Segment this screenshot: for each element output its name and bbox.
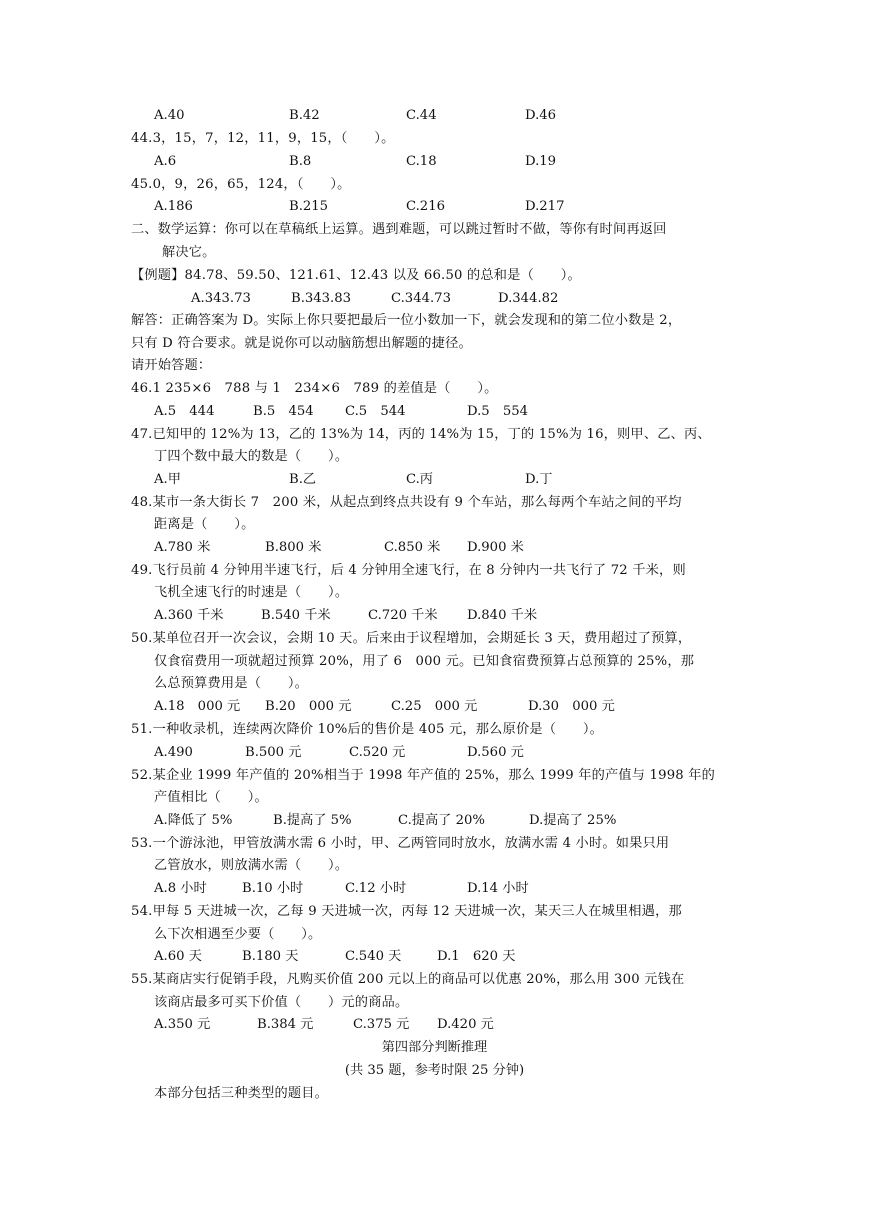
q48-stem-line1: 48.某市一条大街长 7 200 米，从起点到终点共设有 9 个车站，那么每两个车站之间的平均: [131, 495, 682, 510]
option-b: B.343.83: [291, 291, 352, 306]
example-answer-line2: 只有 D 符合要求。就是说你可以动脑筋想出解题的捷径。: [131, 336, 472, 351]
section2-heading-line2: 解决它。: [162, 245, 216, 260]
q49-stem-line1: 49.飞行员前 4 分钟用半速飞行，后 4 分钟用全速飞行，在 8 分钟内一共飞行了 72 千米，则: [131, 563, 686, 578]
option-b: B.8: [289, 154, 312, 169]
option-a: A.降低了 5%: [154, 813, 233, 828]
option-d: D.5 554: [467, 404, 529, 419]
option-c: C.18: [406, 154, 437, 169]
q50-stem-line2: 仅食宿费用一项就超过预算 20%，用了 6 000 元。已知食宿费预算占总预算的 25%，那: [154, 654, 695, 669]
option-a: A.343.73: [191, 291, 251, 306]
q49-stem-line2: 飞机全速飞行的时速是（ ）。: [154, 585, 349, 600]
option-a: A.60 天: [154, 949, 202, 964]
part4-intro: 本部分包括三种类型的题目。: [154, 1086, 329, 1101]
option-a: A.350 元: [154, 1017, 211, 1032]
option-d: D.丁: [525, 472, 553, 487]
option-a: A.40: [154, 108, 185, 123]
part4-subtitle: (共 35 题，参考时限 25 分钟): [344, 1063, 525, 1078]
option-a: A.780 米: [154, 540, 211, 555]
option-d: D.19: [525, 154, 557, 169]
q53-stem-line2: 乙管放水，则放满水需（ ）。: [154, 858, 349, 873]
option-b: B.180 天: [242, 949, 299, 964]
q52-stem-line1: 52.某企业 1999 年产值的 20%相当于 1998 年产值的 25%，那么 1999 年的产值与 1998 年的: [131, 768, 716, 783]
option-c: C.44: [406, 108, 437, 123]
q55-stem-line2: 该商店最多可买下价值（ ）元的商品。: [154, 995, 409, 1010]
q55-stem-line1: 55.某商店实行促销手段，凡购买价值 200 元以上的商品可以优惠 20%，那么用 300 元钱在: [131, 972, 685, 987]
option-d: D.217: [525, 199, 565, 214]
example-answer-line1: 解答：正确答案为 D。实际上你只要把最后一位小数加一下，就会发现和的第二位小数是 2，: [131, 313, 682, 328]
q46-stem: 46.1 235×6 788 与 1 234×6 789 的差值是（ ）。: [131, 381, 498, 396]
option-b: B.800 米: [265, 540, 322, 555]
option-b: B.42: [289, 108, 320, 123]
option-b: B.提高了 5%: [273, 813, 352, 828]
option-c: C.25 000 元: [391, 699, 478, 714]
option-d: D.420 元: [437, 1017, 494, 1032]
option-b: B.215: [289, 199, 329, 214]
q50-stem-line3: 么总预算费用是（ ）。: [154, 676, 309, 691]
option-d: D.560 元: [467, 745, 524, 760]
option-c: C.5 544: [345, 404, 406, 419]
q54-stem-line1: 54.甲每 5 天进城一次，乙每 9 天进城一次，丙每 12 天进城一次，某天三人在城里相遇，那: [131, 904, 682, 919]
option-a: A.360 千米: [154, 608, 224, 623]
q51-stem: 51.一种收录机，连续两次降价 10%后的售价是 405 元，那么原价是（ ）。: [131, 722, 604, 737]
option-b: B.540 千米: [261, 608, 331, 623]
option-c: C.850 米: [384, 540, 441, 555]
q48-stem-line2: 距离是（ ）。: [154, 517, 255, 532]
option-a: A.甲: [154, 472, 181, 487]
section2-heading-line1: 二、数学运算：你可以在草稿纸上运算。遇到难题，可以跳过暂时不做，等你有时间再返回: [131, 222, 667, 237]
option-a: A.18 000 元: [154, 699, 241, 714]
example-stem: 【例题】84.78、59.50、121.61、12.43 以及 66.50 的总和是（ ）。: [131, 268, 581, 283]
start-prompt: 请开始答题：: [131, 358, 212, 373]
option-a: A.5 444: [154, 404, 215, 419]
option-b: B.乙: [289, 472, 317, 487]
option-c: C.提高了 20%: [398, 813, 485, 828]
option-a: A.8 小时: [154, 881, 207, 896]
part4-title: 第四部分判断推理: [381, 1040, 488, 1055]
option-c: C.375 元: [353, 1017, 410, 1032]
q52-stem-line2: 产值相比（ ）。: [154, 790, 268, 805]
option-b: B.5 454: [253, 404, 314, 419]
q50-stem-line1: 50.某单位召开一次会议，会期 10 天。后来由于议程增加，会期延长 3 天，费用超过了预算，: [131, 631, 692, 646]
option-d: D.1 620 天: [437, 949, 516, 964]
option-c: C.540 天: [345, 949, 402, 964]
option-d: D.900 米: [467, 540, 524, 555]
option-d: D.46: [525, 108, 557, 123]
option-b: B.500 元: [245, 745, 302, 760]
option-c: C.216: [406, 199, 445, 214]
option-c: C.丙: [406, 472, 433, 487]
q47-stem-line1: 47.已知甲的 12%为 13，乙的 13%为 14，丙的 14%为 15，丁的 15%为 16，则甲、乙、丙、: [131, 427, 711, 442]
option-d: D.提高了 25%: [529, 813, 617, 828]
option-b: B.10 小时: [242, 881, 304, 896]
q54-stem-line2: 么下次相遇至少要（ ）。: [154, 927, 322, 942]
option-d: D.14 小时: [467, 881, 529, 896]
option-d: D.30 000 元: [528, 699, 615, 714]
option-a: A.6: [154, 154, 177, 169]
option-c: C.520 元: [349, 745, 406, 760]
q45-stem: 45.0，9，26，65，124，（ ）。: [131, 177, 351, 192]
q47-stem-line2: 丁四个数中最大的数是（ ）。: [154, 449, 349, 464]
option-a: A.490: [154, 745, 193, 760]
option-b: B.20 000 元: [265, 699, 352, 714]
q53-stem-line1: 53.一个游泳池，甲管放满水需 6 小时，甲、乙两管同时放水，放满水需 4 小时。如果只用: [131, 836, 670, 851]
option-d: D.344.82: [498, 291, 559, 306]
option-c: C.344.73: [391, 291, 451, 306]
option-b: B.384 元: [257, 1017, 314, 1032]
option-c: C.12 小时: [345, 881, 407, 896]
option-d: D.840 千米: [467, 608, 538, 623]
option-c: C.720 千米: [368, 608, 438, 623]
q44-stem: 44.3，15，7，12，11，9，15，（ ）。: [131, 131, 395, 146]
option-a: A.186: [154, 199, 193, 214]
